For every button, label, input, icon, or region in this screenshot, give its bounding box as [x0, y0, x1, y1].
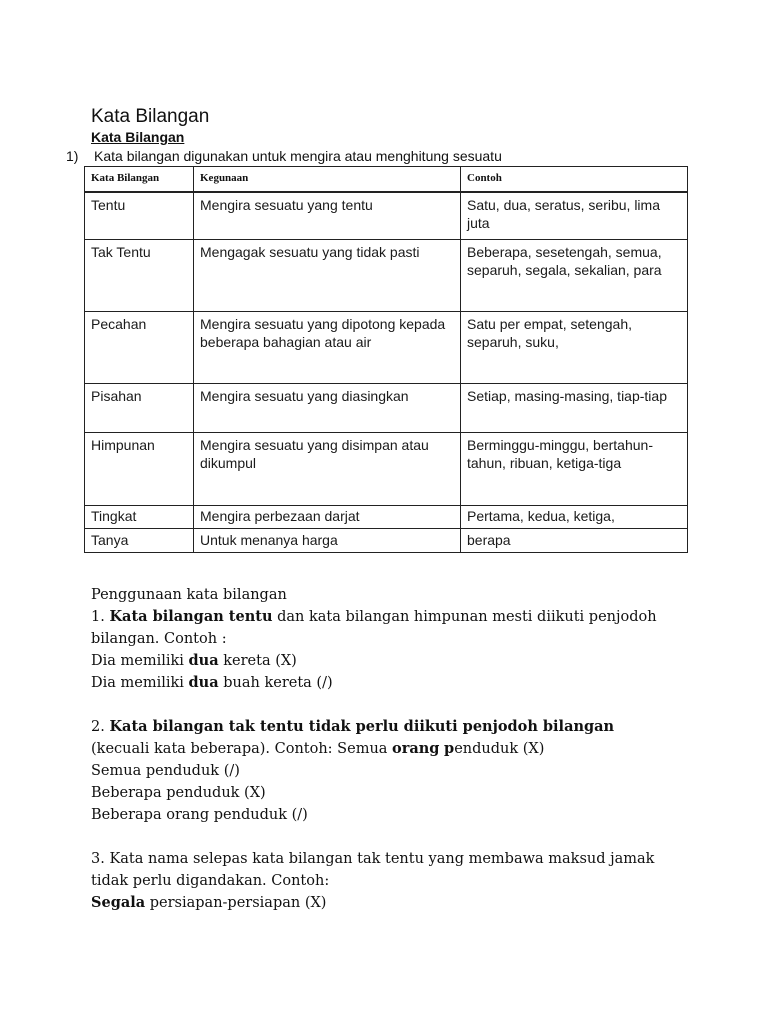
point-number: 1. [91, 609, 110, 625]
spacer [91, 826, 691, 848]
example-line [91, 650, 691, 672]
example-text: kereta (X) [218, 653, 297, 669]
table-row [85, 312, 688, 384]
cell-jenis: Himpunan [85, 433, 194, 506]
intro-text: Kata bilangan digunakan untuk mengira atau menghitung sesuatu [94, 148, 502, 164]
bold-term: dua [188, 652, 219, 669]
page-title: Kata Bilangan [91, 106, 210, 127]
example-text: (kecuali kata beberapa). Contoh: Semua [91, 741, 393, 757]
kata-bilangan-table [84, 166, 688, 553]
cell-jenis: Pecahan [85, 312, 194, 384]
cell-contoh: Beberapa, sesetengah, semua, separuh, segala, sekalian, para [461, 240, 688, 312]
bold-term: Kata bilangan tak tentu tidak perlu diikuti penjodoh bilangan [109, 718, 615, 735]
cell-jenis: Pisahan [85, 384, 194, 433]
cell-kegunaan: Mengira sesuatu yang tentu [194, 192, 461, 240]
example-line: Beberapa orang penduduk (/) [91, 807, 308, 823]
cell-contoh: Setiap, masing-masing, tiap-tiap [461, 384, 688, 433]
bold-term: Kata bilangan tentu [109, 608, 273, 625]
cell-jenis: Tak Tentu [85, 240, 194, 312]
header-contoh: Contoh [461, 167, 688, 193]
spacer [91, 694, 691, 716]
table-row [85, 506, 688, 529]
intro-line [66, 148, 502, 164]
table-row [85, 240, 688, 312]
bold-term: Segala [91, 894, 146, 911]
example-line: Beberapa penduduk (X) [91, 785, 266, 801]
bold-term: orang [392, 740, 440, 757]
intro-number: 1) [66, 148, 79, 164]
example-line [91, 738, 691, 760]
table-row [85, 384, 688, 433]
example-text: Dia memiliki [91, 653, 189, 669]
cell-kegunaan: Mengira sesuatu yang diasingkan [194, 384, 461, 433]
header-kata-bilangan: Kata Bilangan [85, 167, 194, 193]
cell-kegunaan: Mengagak sesuatu yang tidak pasti [194, 240, 461, 312]
example-text: persiapan-persiapan (X) [145, 895, 327, 911]
bold-term: p [444, 740, 455, 757]
example-line [91, 672, 691, 694]
usage-section [91, 584, 691, 914]
header-kegunaan: Kegunaan [194, 167, 461, 193]
section-subtitle: Kata Bilangan [91, 129, 185, 145]
cell-jenis: Tanya [85, 529, 194, 553]
usage-point-3: 3. Kata nama selepas kata bilangan tak tentu yang membawa maksud jamak tidak perlu digandakan. Contoh: [91, 851, 655, 889]
cell-contoh: berapa [461, 529, 688, 553]
cell-kegunaan: Mengira sesuatu yang dipotong kepada beberapa bahagian atau air [194, 312, 461, 384]
cell-contoh: Berminggu-minggu, bertahun-tahun, ribuan, ketiga-tiga [461, 433, 688, 506]
example-line [91, 892, 691, 914]
table-header-row [85, 167, 688, 193]
usage-heading: Penggunaan kata bilangan [91, 587, 287, 603]
example-text: enduduk (X) [454, 741, 545, 757]
example-text: Dia memiliki [91, 675, 189, 691]
table-row [85, 529, 688, 553]
cell-jenis: Tingkat [85, 506, 194, 529]
cell-contoh: Satu, dua, seratus, seribu, lima juta [461, 192, 688, 240]
table-row [85, 192, 688, 240]
example-line: Semua penduduk (/) [91, 763, 240, 779]
cell-kegunaan: Mengira sesuatu yang disimpan atau dikumpul [194, 433, 461, 506]
usage-point-1 [91, 606, 691, 650]
cell-kegunaan: Untuk menanya harga [194, 529, 461, 553]
example-text: buah kereta (/) [218, 675, 333, 691]
usage-point-2 [91, 716, 691, 738]
table-row [85, 433, 688, 506]
cell-kegunaan: Mengira perbezaan darjat [194, 506, 461, 529]
point-number: 2. [91, 719, 110, 735]
point-text: dan kata bilangan himpunan mesti diikuti penjodoh bilangan. Contoh : [91, 609, 657, 647]
cell-contoh: Pertama, kedua, ketiga, [461, 506, 688, 529]
cell-contoh: Satu per empat, setengah, separuh, suku, [461, 312, 688, 384]
cell-jenis: Tentu [85, 192, 194, 240]
bold-term: dua [188, 674, 219, 691]
